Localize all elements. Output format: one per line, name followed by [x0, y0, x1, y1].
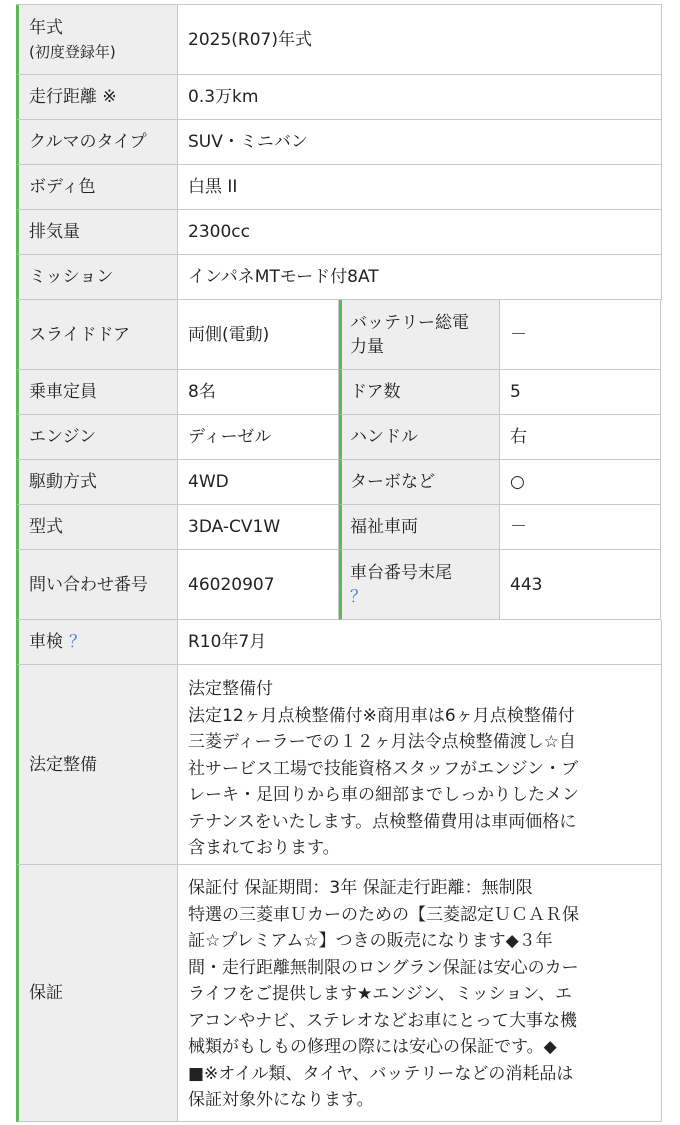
- warranty-line: 保証対象外になります。: [188, 1090, 374, 1110]
- label-warranty: 保証: [16, 865, 178, 1122]
- value-warranty: [178, 865, 662, 1122]
- warranty-line: アコンやナビ、ステレオなどお車にとって大事な機: [188, 1010, 577, 1031]
- label-battery-line2: 力量: [350, 336, 384, 357]
- row-capacity: [16, 370, 662, 415]
- label-year-sub: (初度登録年): [29, 42, 116, 61]
- row-displacement: [16, 210, 662, 255]
- value-mileage: 0.3万km: [178, 75, 662, 120]
- warranty-line: 保証付 保証期間：3年 保証走行距離：無制限: [188, 878, 533, 898]
- inspection-help-icon[interactable]: ？: [69, 632, 86, 652]
- maintenance-line: 法定12ヶ月点検整備付※商用車は6ヶ月点検整備付: [188, 705, 575, 726]
- label-turbo: ターボなど: [339, 460, 500, 505]
- label-model: 型式: [16, 505, 178, 550]
- value-engine: ディーゼル: [178, 415, 339, 460]
- warranty-line: ■※オイル類、タイヤ、バッテリーなどの消耗品は: [188, 1063, 574, 1084]
- value-welfare: －: [500, 505, 661, 550]
- value-handle: 右: [500, 415, 661, 460]
- value-battery: －: [500, 300, 661, 370]
- chassis-help-icon[interactable]: ？: [350, 586, 367, 607]
- maintenance-line: 三菱ディーラーでの１２ヶ月法令点検整備渡し☆自: [188, 732, 576, 752]
- label-year-text: 年式: [29, 17, 63, 38]
- row-type: [16, 120, 662, 165]
- label-year: [16, 5, 178, 75]
- label-displacement: 排気量: [16, 210, 178, 255]
- row-drive: [16, 460, 662, 505]
- row-year: [16, 5, 662, 75]
- label-color: ボディ色: [16, 165, 178, 210]
- label-transmission: ミッション: [16, 255, 178, 300]
- maintenance-line: レーキ・足回りから車の細部までしっかりしたメン: [188, 785, 579, 805]
- label-mileage: 走行距離 ※: [16, 75, 178, 120]
- row-slide-door: [16, 300, 662, 370]
- row-inspection: [16, 620, 662, 665]
- value-turbo: ○: [500, 460, 661, 505]
- value-chassis: 443: [500, 550, 661, 620]
- row-transmission: [16, 255, 662, 300]
- value-transmission: インパネMTモード付8AT: [178, 255, 662, 300]
- label-maintenance: 法定整備: [16, 665, 178, 865]
- warranty-line: 間・走行距離無制限のロングラン保証は安心のカー: [188, 957, 579, 978]
- label-battery-line1: バッテリー総電: [350, 312, 469, 333]
- value-inspection: R10年7月: [178, 620, 662, 665]
- label-doors: ドア数: [339, 370, 500, 415]
- label-slide-door: スライドドア: [16, 300, 178, 370]
- label-drive: 駆動方式: [16, 460, 178, 505]
- maintenance-line: 社サービス工場で技能資格スタッフがエンジン・ブ: [188, 758, 579, 779]
- label-capacity: 乗車定員: [16, 370, 178, 415]
- label-chassis: [339, 550, 500, 620]
- row-inquiry: [16, 550, 662, 620]
- row-warranty: [16, 865, 662, 1122]
- value-inquiry: 46020907: [178, 550, 339, 620]
- warranty-line: ライフをご提供します★エンジン、ミッション、エ: [188, 984, 572, 1004]
- maintenance-line: 含まれております。: [188, 838, 340, 858]
- label-inspection: [16, 620, 178, 665]
- value-capacity: 8名: [178, 370, 339, 415]
- value-color: 白黒 II: [178, 165, 662, 210]
- label-inquiry: 問い合わせ番号: [16, 550, 178, 620]
- value-displacement: 2300cc: [178, 210, 662, 255]
- label-handle: ハンドル: [339, 415, 500, 460]
- row-maintenance: [16, 665, 662, 865]
- vehicle-spec-table: [16, 4, 662, 1123]
- label-battery: [339, 300, 500, 370]
- row-model: [16, 505, 662, 550]
- label-chassis-text: 車台番号末尾: [350, 562, 452, 583]
- label-engine: エンジン: [16, 415, 178, 460]
- warranty-line: 特選の三菱車Ｕカーのための【三菱認定ＵＣＡＲ保: [188, 904, 579, 925]
- maintenance-line: 法定整備付: [188, 679, 273, 699]
- row-mileage: [16, 75, 662, 120]
- row-engine: [16, 415, 662, 460]
- value-drive: 4WD: [178, 460, 339, 505]
- label-inspection-text: 車検: [29, 632, 63, 652]
- value-doors: 5: [500, 370, 661, 415]
- label-welfare: 福祉車両: [339, 505, 500, 550]
- maintenance-line: テナンスをいたします。点検整備費用は車両価格に: [188, 811, 577, 832]
- value-maintenance: [178, 665, 662, 865]
- value-year: 2025(R07)年式: [178, 5, 662, 75]
- warranty-line: 証☆プレミアム☆】つきの販売になります◆３年: [188, 931, 553, 951]
- warranty-line: 械類がもしもの修理の際には安心の保証です。◆: [188, 1037, 557, 1057]
- row-color: [16, 165, 662, 210]
- value-model: 3DA-CV1W: [178, 505, 339, 550]
- label-type: クルマのタイプ: [16, 120, 178, 165]
- value-slide-door: 両側(電動): [178, 300, 339, 370]
- value-type: SUV・ミニバン: [178, 120, 662, 165]
